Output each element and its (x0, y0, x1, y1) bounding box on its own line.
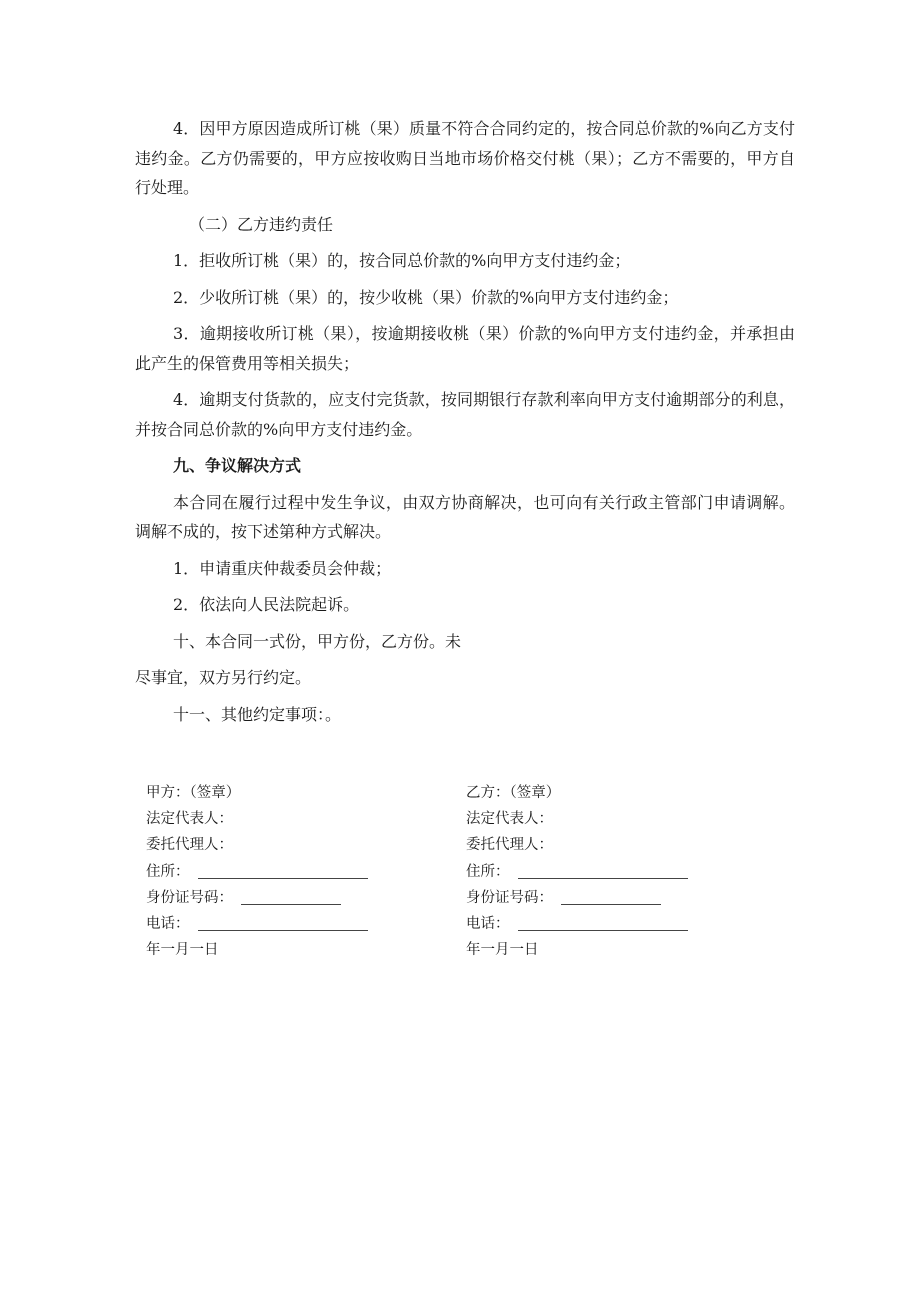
clause-a4-quality-breach: 4．因甲方原因造成所订桃（果）质量不符合合同约定的，按合同总价款的%向乙方支付违约金。乙方仍需要的，甲方应按收购日当地市场价格交付桃（果）；乙方不需要的，甲方自行处理。 (135, 119, 795, 197)
party-a-date: 年一月一日 (146, 942, 219, 959)
party-b-id-label: 身份证号码： (466, 889, 553, 906)
party-b-agent-label: 委托代理人： (466, 837, 553, 854)
section-copies: 十、本合同一式份，甲方份，乙方份。未 (173, 631, 462, 651)
party-b-phone-line (518, 930, 688, 931)
party-b-label: 乙方：（签章） (466, 784, 561, 801)
party-b-phone-label: 电话： (466, 915, 510, 932)
section-other-terms: 十一、其他约定事项：。 (173, 704, 342, 724)
party-b-address-line (518, 878, 688, 879)
party-b-address-label: 住所： (466, 863, 510, 880)
signature-block-party-b (466, 780, 726, 963)
section-copies-continued: 尽事宜，双方另行约定。 (135, 668, 312, 687)
clause-b3-late-receipt: 3．逾期接收所订桃（果），按逾期接收桃（果）价款的%向甲方支付违约金，并承担由此产生的保管费用等相关损失； (135, 324, 795, 373)
section-dispute-resolution: 九、争议解决方式 (173, 456, 302, 475)
party-a-agent-label: 委托代理人： (146, 837, 233, 854)
contract-body (135, 114, 795, 736)
party-a-id-line (241, 904, 341, 905)
dispute-option-court: 2．依法向人民法院起诉。 (173, 595, 360, 614)
dispute-resolution-text: 本合同在履行过程中发生争议，由双方协商解决，也可向有关行政主管部门申请调解。调解不成的，按下述第种方式解决。 (135, 492, 795, 541)
signature-block-party-a (146, 780, 406, 963)
clause-b4-late-payment: 4．逾期支付货款的，应支付完货款，按同期银行存款利率向甲方支付逾期部分的利息，并按合同总价款的%向甲方支付违约金。 (135, 390, 795, 439)
party-b-date: 年一月一日 (466, 942, 539, 959)
party-a-phone-line (198, 930, 368, 931)
dispute-option-arbitration: 1．申请重庆仲裁委员会仲裁； (173, 558, 392, 578)
party-a-phone-label: 电话： (146, 915, 190, 932)
party-a-address-label: 住所： (146, 863, 190, 880)
party-b-id-line (561, 904, 661, 905)
party-b-legal-rep-label: 法定代表人： (466, 811, 553, 828)
clause-b2-short-receipt: 2．少收所订桃（果）的，按少收桃（果）价款的%向甲方支付违约金； (173, 287, 679, 307)
clause-b1-refusal: 1．拒收所订桃（果）的，按合同总价款的%向甲方支付违约金； (173, 251, 631, 270)
section-party-b-liability: （二）乙方违约责任 (189, 214, 334, 234)
party-a-address-line (198, 878, 368, 879)
party-a-legal-rep-label: 法定代表人： (146, 811, 233, 828)
party-a-id-label: 身份证号码： (146, 889, 233, 906)
party-a-label: 甲方：（签章） (146, 784, 241, 801)
